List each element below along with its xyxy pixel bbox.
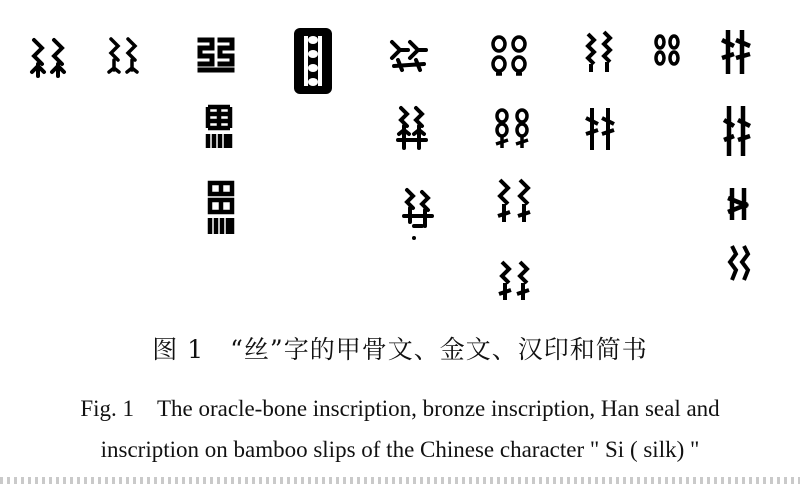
bamboo-slip-glyph: [726, 186, 752, 222]
figure-caption-english-line1: Fig. 1 The oracle-bone inscription, bronze inscription, Han seal and: [80, 396, 720, 421]
cropped-text-edge: [0, 477, 800, 484]
seal-glyph: [205, 104, 233, 150]
figure-caption-english-line2: inscription on bamboo slips of the Chinese character " Si ( silk) ": [100, 437, 700, 462]
figure-caption-chinese: 图 1 “丝”字的甲骨文、金文、汉印和简书: [152, 335, 648, 364]
bronze-glyph: [496, 258, 536, 304]
bronze-glyph: [494, 176, 536, 226]
bronze-glyph: [488, 34, 530, 78]
seal-glyph: [207, 180, 235, 236]
bronze-glyph: [582, 30, 616, 74]
bronze-glyph: [652, 32, 682, 72]
bamboo-slip-glyph: [726, 244, 752, 284]
bamboo-slip-glyph: [722, 104, 752, 158]
seal-glyph: [196, 36, 236, 76]
seal-glyph: [388, 38, 430, 72]
oracle-bone-glyph: [106, 36, 142, 80]
seal-stamp-glyph: [292, 26, 334, 96]
seal-glyph: [396, 104, 428, 152]
stray-dot: [412, 236, 416, 240]
seal-glyph: [402, 186, 434, 230]
bronze-glyph: [492, 106, 534, 150]
bamboo-slip-glyph: [720, 28, 752, 76]
bronze-glyph: [584, 104, 616, 154]
oracle-bone-glyph: [28, 36, 70, 80]
